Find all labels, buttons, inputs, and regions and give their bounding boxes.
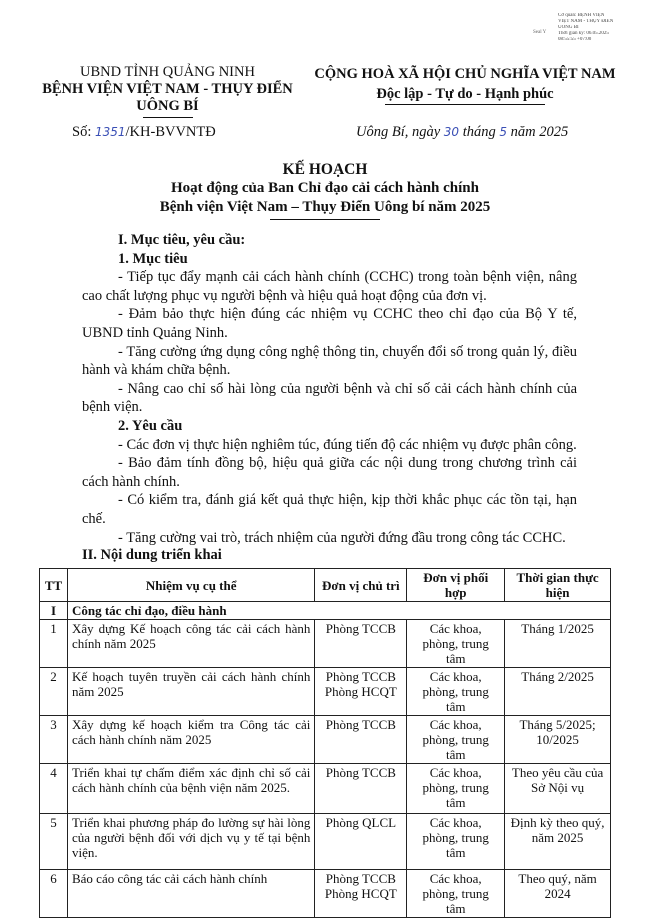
column-header: TT: [40, 569, 68, 602]
partner-unit-cell: Các khoa, phòng, trung tâm: [407, 716, 505, 764]
timeline-cell: Tháng 2/2025: [505, 668, 611, 716]
partner-unit-cell: Các khoa, phòng, trung tâm: [407, 764, 505, 814]
table-row: [40, 668, 611, 716]
row-number: 1: [40, 620, 68, 668]
column-header: Thời gian thực hiện: [505, 569, 611, 602]
table-row: [40, 716, 611, 764]
group-number: I: [40, 602, 68, 620]
paragraph: - Nâng cao chỉ số hài lòng của người bệnh và chỉ số cải cách hành chính của bệnh viện.: [82, 380, 577, 416]
country-name: CỘNG HOÀ XÃ HỘI CHỦ NGHĨA VIỆT NAM: [314, 66, 616, 82]
document-number-suffix: /KH-BVVNTĐ: [125, 124, 216, 140]
stamp-line: Thời gian ký: 06.05.2025: [558, 31, 609, 36]
lead-unit-cell: Phòng QLCL: [315, 814, 407, 870]
date-place: Uông Bí, ngày: [356, 124, 441, 140]
row-number: 5: [40, 814, 68, 870]
authority-underline: [143, 117, 193, 118]
stamp-line: Cơ quan: BỆNH VIỆN: [558, 13, 605, 18]
timeline-cell: Theo yêu cầu của Sở Nội vụ: [505, 764, 611, 814]
document-number-label: Số:: [72, 124, 92, 140]
digital-signature-stamp: [558, 13, 648, 43]
table-row: [40, 620, 611, 668]
stamp-line: UÔNG BÍ: [558, 25, 579, 30]
lead-unit-cell: Phòng TCCB Phòng HCQT: [315, 870, 407, 918]
title-underline: [270, 219, 380, 220]
timeline-cell: Tháng 1/2025: [505, 620, 611, 668]
paragraph: - Tiếp tục đẩy mạnh cải cách hành chính (CCHC) trong toàn bệnh viện, nâng cao chất lượng phục vụ người bệnh và hiệu quả hoạt động của đơn vị.: [82, 269, 577, 304]
partner-unit-cell: Các khoa, phòng, trung tâm: [407, 814, 505, 870]
task-cell: Triển khai tự chấm điểm xác định chỉ số cải cách hành chính của bệnh viện năm 2025.: [67, 764, 314, 814]
plan-table: [39, 568, 611, 918]
stamp-line: 08:55:55 +07:00: [558, 37, 592, 42]
date-month-handwritten: 5: [499, 125, 507, 139]
table-row: [40, 764, 611, 814]
document-number-handwritten: 1351: [94, 125, 126, 139]
column-header: Đơn vị phối hợp: [407, 569, 505, 602]
authority-line-1: UBND TỈNH QUẢNG NINH: [80, 64, 255, 80]
row-number: 6: [40, 870, 68, 918]
table-group-row: [40, 602, 611, 620]
task-cell: Triển khai phương pháp đo lường sự hài lòng của người bệnh đối với dịch vụ y tế tại bệnh viện.: [67, 814, 314, 870]
authority-line-3: UÔNG BÍ: [136, 98, 199, 114]
lead-unit-cell: Phòng TCCB Phòng HCQT: [315, 668, 407, 716]
row-number: 2: [40, 668, 68, 716]
timeline-cell: Theo quý, năm 2024: [505, 870, 611, 918]
task-cell: Xây dựng kế hoạch kiểm tra Công tác cải cách hành chính năm 2025: [67, 716, 314, 764]
table-row: [40, 814, 611, 870]
partner-unit-cell: Các khoa, phòng, trung tâm: [407, 620, 505, 668]
title-line-3: Bệnh viện Việt Nam – Thụy Điển Uông bí năm 2025: [159, 199, 491, 215]
motto: Độc lập - Tự do - Hạnh phúc: [376, 86, 554, 102]
table-row: [40, 870, 611, 918]
date-day-handwritten: 30: [443, 125, 460, 139]
date-year: năm 2025: [510, 124, 569, 140]
title-line-1: KẾ HOẠCH: [282, 161, 368, 178]
section-heading: I. Mục tiêu, yêu cầu:: [118, 232, 246, 248]
document-title: [0, 160, 650, 220]
authority-line-2: BỆNH VIỆN VIỆT NAM - THỤY ĐIỂN: [42, 81, 293, 97]
task-cell: Báo cáo công tác cải cách hành chính: [67, 870, 314, 918]
section-heading: II. Nội dung triển khai: [82, 547, 222, 563]
lead-unit-cell: Phòng TCCB: [315, 620, 407, 668]
motto-underline: [385, 104, 545, 105]
paragraph: - Các đơn vị thực hiện nghiêm túc, đúng tiến độ các nhiệm vụ được phân công.: [118, 436, 577, 453]
issuing-authority: [40, 64, 295, 118]
title-line-2: Hoạt động của Ban Chỉ đạo cải cách hành chính: [171, 180, 479, 196]
task-cell: Xây dựng Kế hoạch công tác cải cách hành chính năm 2025: [67, 620, 314, 668]
subsection-heading: 1. Mục tiêu: [118, 250, 188, 267]
column-header: Nhiệm vụ cụ thể: [67, 569, 314, 602]
subsection-heading: 2. Yêu cầu: [118, 417, 183, 434]
lead-unit-cell: Phòng TCCB: [315, 764, 407, 814]
timeline-cell: Tháng 5/2025; 10/2025: [505, 716, 611, 764]
table-header-row: [40, 569, 611, 602]
column-header: Đơn vị chủ trì: [315, 569, 407, 602]
timeline-cell: Định kỳ theo quý, năm 2025: [505, 814, 611, 870]
paragraph: - Tăng cường ứng dụng công nghệ thông tin, chuyển đổi số trong quản lý, điều hành và khám chữa bệnh.: [82, 343, 577, 379]
stamp-line: VIỆT NAM - THỤY ĐIỂN: [558, 19, 614, 24]
section-objectives: [82, 231, 577, 547]
paragraph: - Có kiểm tra, đánh giá kết quả thực hiện, kịp thời khắc phục các tồn tại, hạn chế.: [82, 492, 577, 527]
lead-unit-cell: Phòng TCCB: [315, 716, 407, 764]
document-number: [72, 124, 216, 141]
group-label: Công tác chỉ đạo, điều hành: [67, 602, 610, 620]
row-number: 3: [40, 716, 68, 764]
task-cell: Kế hoạch tuyên truyền cải cách hành chính năm 2025: [67, 668, 314, 716]
document-date: [356, 124, 568, 141]
paragraph: - Bảo đảm tính đồng bộ, hiệu quả giữa các nội dung trong chương trình cải cách hành chính.: [82, 455, 577, 490]
paragraph: - Đảm bảo thực hiện đúng các nhiệm vụ CCHC theo chỉ đạo của Bộ Y tế, UBND tỉnh Quảng Ninh.: [82, 306, 577, 341]
partner-unit-cell: Các khoa, phòng, trung tâm: [407, 668, 505, 716]
national-motto: [300, 64, 630, 105]
date-month-label: tháng: [462, 124, 496, 140]
paragraph: - Tăng cường vai trò, trách nhiệm của người đứng đầu trong công tác CCHC.: [118, 529, 566, 546]
partner-unit-cell: Các khoa, phòng, trung tâm: [407, 870, 505, 918]
row-number: 4: [40, 764, 68, 814]
seal-mark: Seal Y: [533, 30, 547, 35]
